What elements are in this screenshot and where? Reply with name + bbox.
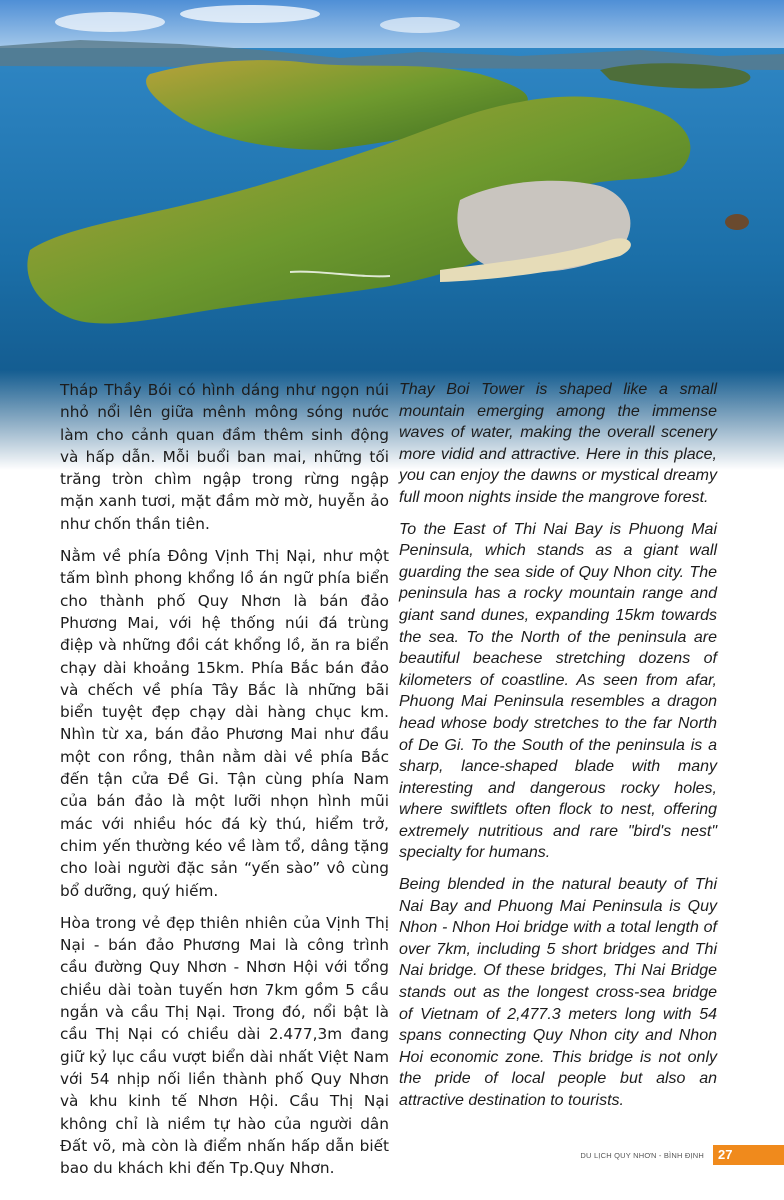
en-paragraph-1: Thay Boi Tower is shaped like a small mountain emerging among the immense waves of water, making the overall scenery more vidid and attractive. Here in this place, you can enjoy the dawns or mystical dreamy full moon nights inside the mangrove forest.: [399, 381, 717, 506]
footer-label: DU LỊCH QUY NHƠN - BÌNH ĐỊNH: [580, 1151, 704, 1160]
page-footer: [0, 1145, 784, 1165]
vi-paragraph-3: Hòa trong vẻ đẹp thiên nhiên của Vịnh Thị Nại - bán đảo Phương Mai là công trình cầu đường Quy Nhơn - Nhơn Hội với tổng chiều dài toàn tuyến hơn 7km gồm 5 cầu ngắn và cầu Thị Nại. Trong đó, nổi bật là cầu Thị Nại có chiều dài 2.477,3m đang giữ kỷ lục cầu vượt biển dài nhất Việt Nam với 54 nhịp nối liền thành phố Quy Nhơn và khu kinh tế Nhơn Hội. Cầu Thị Nại không chỉ là niềm tự hào của người dân Đất võ, mà còn là điểm nhấn hấp dẫn biết bao du khách khi đến Tp.Quy Nhơn.: [60, 913, 389, 1178]
page-number: 27: [718, 1147, 733, 1162]
en-paragraph-2: To the East of Thi Nai Bay is Phuong Mai Peninsula, which stands as a giant wall guarding the sea side of Quy Nhon city. The peninsula has a rocky mountain range and giant sand dunes, expanding 15km towards the sea. To the North of the peninsula are beautiful beachese stretching dozens of kilometers of coastline. As seen from afar, Phuong Mai Peninsula resembles a dragon head whose body stretches to the far North of De Gi. To the South of the peninsula is a sharp, lance-shaped blade with many interesting and dangerous rocky holes, where swiftlets often flock to nest, offering extremely nutritious and rare "bird's nest" specialty for humans.: [399, 520, 717, 862]
vietnamese-column: [60, 379, 389, 1189]
vi-paragraph-1: Tháp Thầy Bói có hình dáng như ngọn núi nhỏ nổi lên giữa mênh mông sóng nước làm cho cảnh quan đầm thêm sinh động và hấp dẫn. Mỗi buổi ban mai, những tối trăng tròn chìm ngập trong rừng ngập mặn xanh tươi, mặt đầm mờ mờ, huyễn ảo như chốn thần tiên.: [60, 381, 389, 533]
english-column: [399, 379, 717, 1122]
en-paragraph-3: Being blended in the natural beauty of Thi Nai Bay and Phuong Mai Peninsula is Quy Nhon - Nhon Hoi bridge with a total length of over 7km, including 5 short bridges and Thi Nai bridge. Of these bridges, Thi Nai Bridge stands out as the longest cross-sea bridge of Vietnam of 2,477.3 meters long with 54 spans connecting Quy Nhon city and Nhon Hoi economic zone. This bridge is not only the pride of local people but also an attractive destination to tourists.: [399, 876, 717, 1109]
vi-paragraph-2: Nằm về phía Đông Vịnh Thị Nại, như một tấm bình phong khổng lồ án ngữ phía biển cho thành phố Quy Nhơn là bán đảo Phương Mai, với hệ thống núi đá trùng điệp và những đồi cát khổng lồ, ăn ra biển chạy dài khoảng 15km. Phía Bắc bán đảo và chếch về phía Tây Bắc là những bãi biển tuyệt đẹp chạy dài hàng chục km. Nhìn từ xa, bán đảo Phương Mai như đầu một con rồng, thân nằm dài về phía Bắc đến tận cửa Đề Gi. Tận cùng phía Nam của bán đảo là một lưỡi nhọn hình mũi mác với nhiều hóc đá kỳ thú, hiểm trở, chim yến thường kéo về làm tổ, dâng tặng cho loài người đặc sản “yến sào” vô cùng bổ dưỡng, quý hiếm.: [60, 547, 389, 900]
